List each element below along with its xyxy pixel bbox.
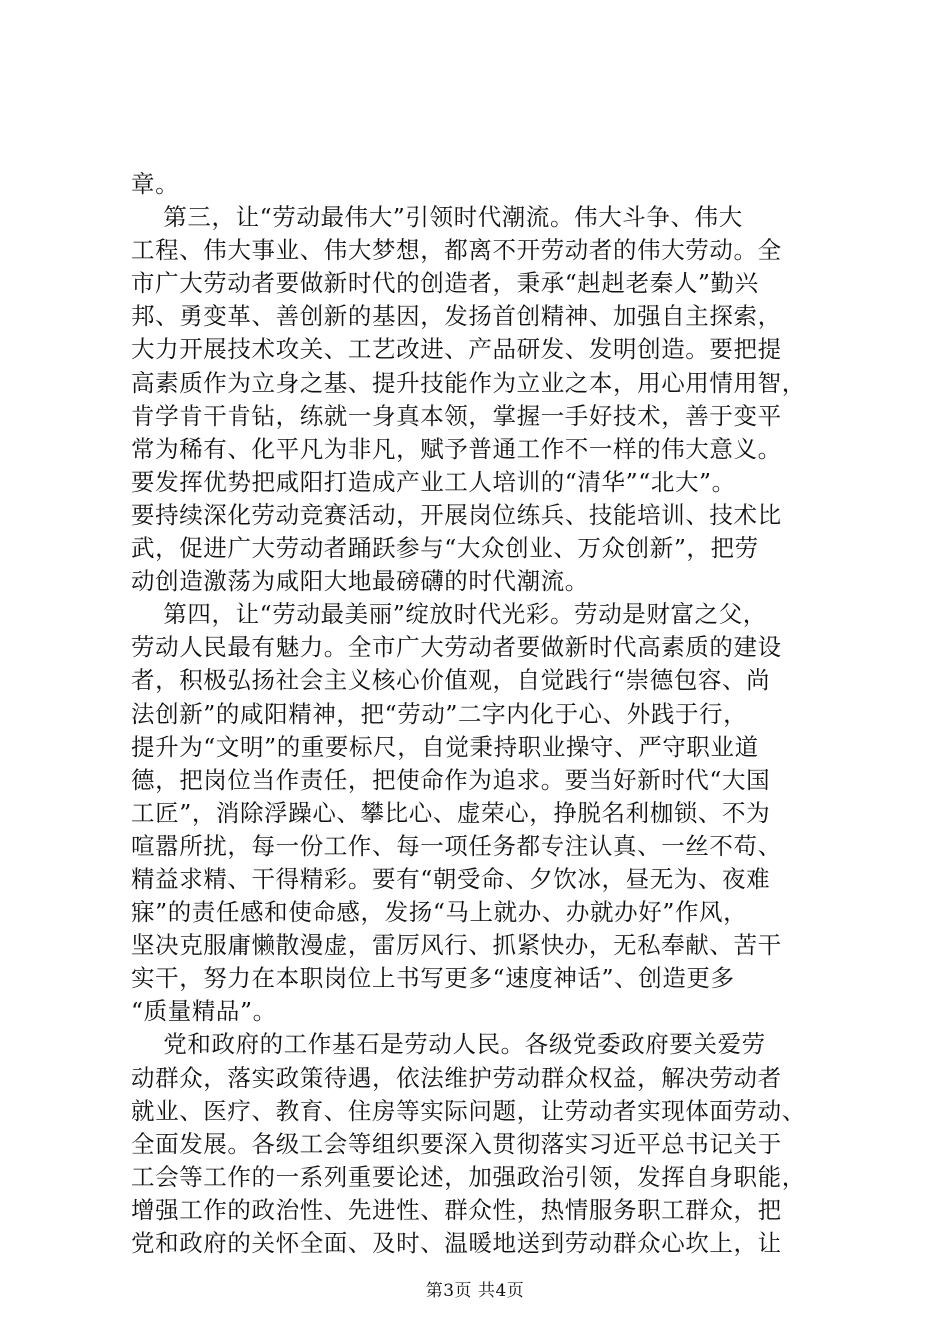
text-line: 第三，让“劳动最伟大”引领时代潮流。伟大斗争、伟大 (131, 203, 743, 232)
text-line: 实干，努力在本职岗位上书写更多“速度神话”、创造更多 (131, 964, 735, 993)
text-line: 者，积极弘扬社会主义核心价值观，自觉践行“崇德包容、尚 (131, 666, 771, 695)
text-line: 动创造激荡为咸阳大地最磅礴的时代潮流。 (131, 567, 589, 596)
text-line: 市广大劳动者要做新时代的创造者，秉承“赳赳老秦人”勤兴 (131, 269, 759, 298)
text-line: 工会等工作的一系列重要论述，加强政治引领，发挥自身职能， (131, 1162, 806, 1191)
text-line: 大力开展技术攻关、工艺改进、产品研发、发明创造。要把提 (131, 335, 782, 364)
text-line: 武，促进广大劳动者踊跃参与“大众创业、万众创新”，把劳 (131, 534, 759, 563)
text-line: 章。 (131, 170, 180, 198)
page-footer: 第3页 共4页 (425, 1281, 525, 1301)
text-line: 党和政府的关怀全面、及时、温暖地送到劳动群众心坎上，让 (131, 1229, 782, 1257)
text-line: 邦、勇变革、善创新的基因，发扬首创精神、加强自主探索， (131, 302, 782, 331)
text-line: 工匠”，消除浮躁心、攀比心、虚荣心，挣脱名利枷锁、不为 (131, 798, 771, 827)
text-line: 工程、伟大事业、伟大梦想，都离不开劳动者的伟大劳动。全 (131, 236, 782, 265)
text-line: “质量精品”。 (131, 997, 277, 1026)
text-line: 第四，让“劳动最美丽”绽放时代光彩。劳动是财富之父， (131, 600, 767, 629)
text-line: 高素质作为立身之基、提升技能作为立业之本，用心用情用智， (131, 368, 806, 397)
text-line: 党和政府的工作基石是劳动人民。各级党委政府要关爱劳 (131, 1030, 766, 1059)
text-line: 寐”的责任感和使命感，发扬“马上就办、办就办好”作风， (131, 898, 748, 927)
text-line: 德，把岗位当作责任，把使命作为追求。要当好新时代“大国 (131, 765, 771, 794)
text-line: 要发挥优势把咸阳打造成产业工人培训的“清华”“北大”。 (131, 467, 736, 496)
text-line: 劳动人民最有魅力。全市广大劳动者要做新时代高素质的建设 (131, 633, 782, 662)
document-body (131, 168, 831, 1260)
text-line: 动群众，落实政策待遇，依法维护劳动群众权益，解决劳动者 (131, 1063, 782, 1092)
text-line: 常为稀有、化平凡为非凡，赋予普通工作不一样的伟大意义。 (131, 434, 782, 463)
text-line: 精益求精、干得精彩。要有“朝受命、夕饮冰，昼无为、夜难 (131, 864, 771, 893)
text-line: 提升为“文明”的重要标尺，自觉秉持职业操守、严守职业道 (131, 732, 759, 761)
text-line: 要持续深化劳动竞赛活动，开展岗位练兵、技能培训、技术比 (131, 500, 782, 529)
text-line: 全面发展。各级工会等组织要深入贯彻落实习近平总书记关于 (131, 1129, 782, 1158)
text-line: 就业、医疗、教育、住房等实际问题，让劳动者实现体面劳动、 (131, 1096, 806, 1125)
text-line: 肯学肯干肯钻，练就一身真本领，掌握一手好技术，善于变平 (131, 401, 782, 430)
text-line: 喧嚣所扰，每一份工作、每一项任务都专注认真、一丝不苟、 (131, 831, 782, 860)
text-line: 增强工作的政治性、先进性、群众性，热情服务职工群众，把 (131, 1195, 782, 1224)
text-line: 法创新”的咸阳精神，把“劳动”二字内化于心、外践于行， (131, 699, 748, 728)
text-line: 坚决克服庸懒散漫虚，雷厉风行、抓紧快办，无私奉献、苦干 (131, 931, 782, 960)
